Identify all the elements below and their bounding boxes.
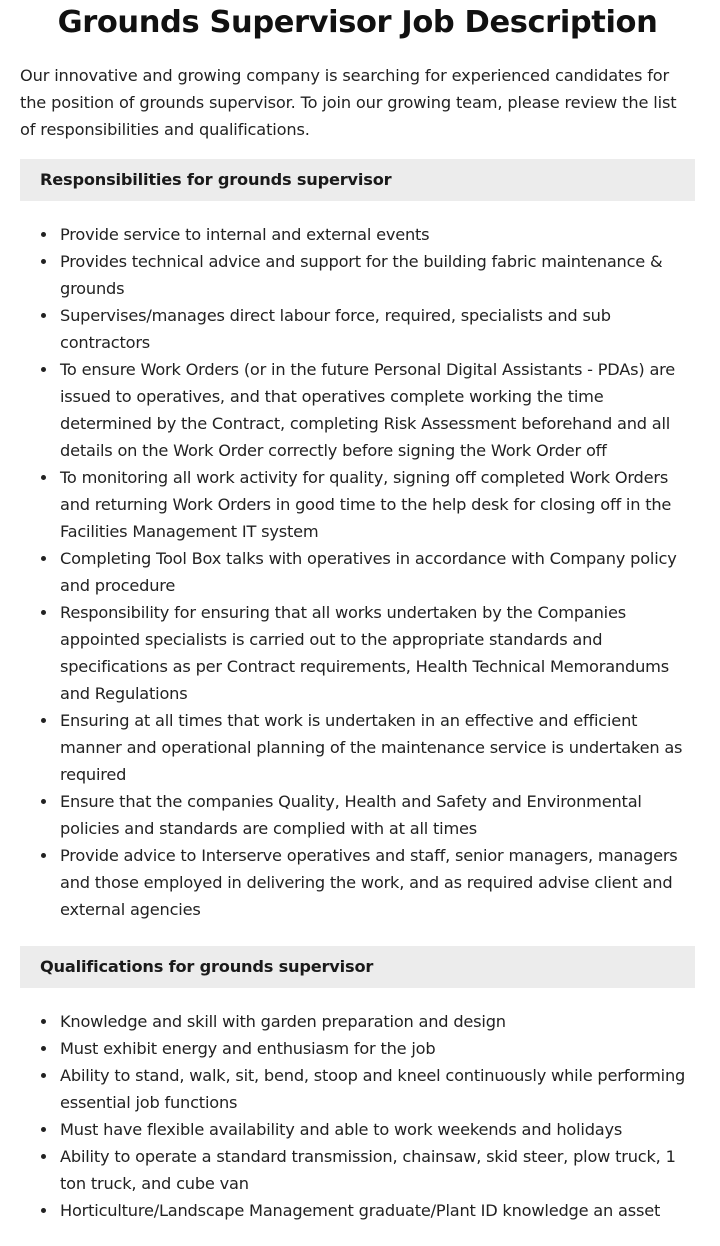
list-item: Supervises/manages direct labour force, required, specialists and sub contractors (60, 302, 695, 356)
list-item: Completing Tool Box talks with operatives in accordance with Company policy and procedure (60, 545, 695, 599)
list-item: Provide service to internal and external events (60, 221, 695, 248)
list-item: To ensure Work Orders (or in the future Personal Digital Assistants - PDAs) are issued to operatives, and that operatives complete working the time determined by the Contract, completing Risk Assessment beforehand and all details on the Work Order correctly before signing the Work Order off (60, 356, 695, 464)
list-item: Must have flexible availability and able to work weekends and holidays (60, 1116, 695, 1143)
page-title: Grounds Supervisor Job Description (57, 5, 658, 40)
list-item: Horticulture/Landscape Management graduate/Plant ID knowledge an asset (60, 1197, 695, 1224)
list-item: Knowledge and skill with garden preparation and design (60, 1008, 695, 1035)
list-item: Responsibility for ensuring that all works undertaken by the Companies appointed specialists is carried out to the appropriate standards and specifications as per Contract requirements, Health Technical Memorandums and Regulations (60, 599, 695, 707)
list-item: Provides technical advice and support for the building fabric maintenance & grounds (60, 248, 695, 302)
list-item: Ensuring at all times that work is undertaken in an effective and efficient manner and operational planning of the maintenance service is undertaken as required (60, 707, 695, 788)
list-item: Ability to operate a standard transmission, chainsaw, skid steer, plow truck, 1 ton truck, and cube van (60, 1143, 695, 1197)
list-item: Ability to stand, walk, sit, bend, stoop and kneel continuously while performing essential job functions (60, 1062, 695, 1116)
responsibilities-list (20, 221, 695, 923)
responsibilities-heading: Responsibilities for grounds supervisor (20, 159, 695, 201)
list-item: Must exhibit energy and enthusiasm for the job (60, 1035, 695, 1062)
qualifications-heading: Qualifications for grounds supervisor (20, 946, 695, 988)
qualifications-list (20, 1008, 695, 1224)
list-item: To monitoring all work activity for quality, signing off completed Work Orders and returning Work Orders in good time to the help desk for closing off in the Facilities Management IT system (60, 464, 695, 545)
list-item: Ensure that the companies Quality, Health and Safety and Environmental policies and standards are complied with at all times (60, 788, 695, 842)
list-item: Provide advice to Interserve operatives and staff, senior managers, managers and those employed in delivering the work, and as required advise client and external agencies (60, 842, 695, 923)
intro-paragraph: Our innovative and growing company is searching for experienced candidates for the position of grounds supervisor. To join our growing team, please review the list of responsibilities and qualifications. (20, 66, 677, 139)
